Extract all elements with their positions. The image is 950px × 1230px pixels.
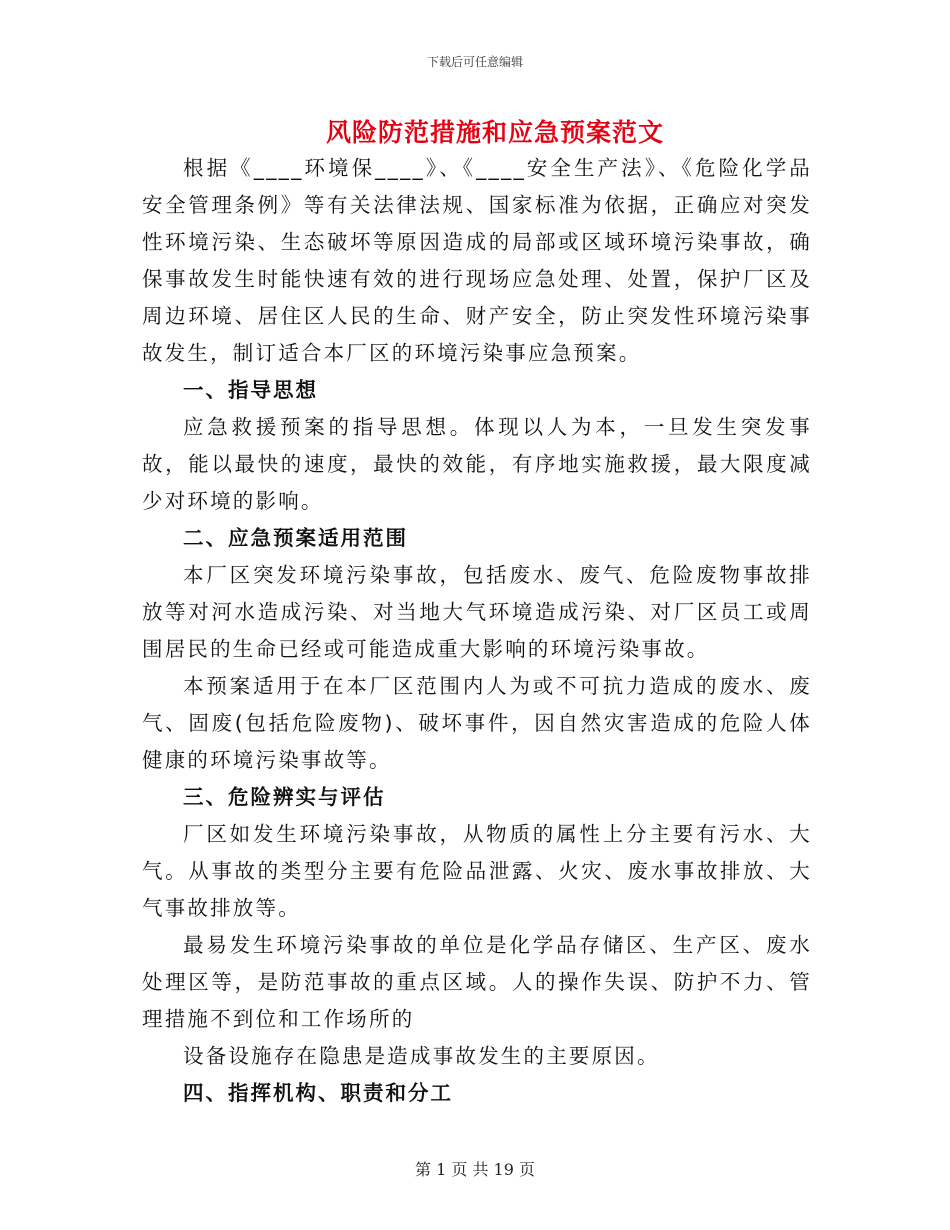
section-paragraph: 本厂区突发环境污染事故，包括废水、废气、危险废物事故排放等对河水造成污染、对当地大气环境造成污染、对厂区员工或周围居民的生命已经或可能造成重大影响的环境污染事故。 <box>142 563 812 661</box>
page-number: 第 1 页 共 19 页 <box>415 1160 535 1179</box>
section-heading: 二、应急预案适用范围 <box>183 526 408 550</box>
section-paragraph: 厂区如发生环境污染事故，从物质的属性上分主要有污水、大气。从事故的类型分主要有危险品泄露、火灾、废水事故排放、大气事故排放等。 <box>142 822 812 920</box>
section-heading: 四、指挥机构、职责和分工 <box>183 1081 453 1105</box>
section-command-structure <box>142 1075 812 1112</box>
section-heading: 一、指导思想 <box>183 378 318 402</box>
section-scope <box>142 520 812 779</box>
section-paragraph: 应急救援预案的指导思想。体现以人为本，一旦发生突发事故，能以最快的速度，最快的效能，有序地实施救援，最大限度减少对环境的影响。 <box>142 415 812 513</box>
header-note: 下载后可任意编辑 <box>426 55 523 69</box>
section-guiding-ideology <box>142 372 812 520</box>
section-paragraph: 本预案适用于在本厂区范围内人为或不可抗力造成的废水、废气、固废(包括危险废物)、破坏事件，因自然灾害造成的危险人体健康的环境污染事故等。 <box>142 674 812 772</box>
document-title: 风险防范措施和应急预案范文 <box>325 118 664 147</box>
intro-paragraph: 根据《____环境保____》、《____安全生产法》、《危险化学品安全管理条例》等有关法律法规、国家标准为依据，正确应对突发性环境污染、生态破坏等原因造成的局部或区域环境污染事故，确保事故发生时能快速有效的进行现场应急处理、处置，保护厂区及周边环境、居住区人民的生命、财产安全，防止突发性环境污染事故发生，制订适合本厂区的环境污染事应急预案。 <box>142 156 812 365</box>
section-paragraph: 设备设施存在隐患是造成事故发生的主要原因。 <box>183 1044 660 1068</box>
document-body <box>142 150 812 1112</box>
section-heading: 三、危险辨实与评估 <box>183 785 386 809</box>
section-risk-assessment <box>142 779 812 1075</box>
section-paragraph: 最易发生环境污染事故的单位是化学品存储区、生产区、废水处理区等，是防范事故的重点区域。人的操作失误、防护不力、管理措施不到位和工作场所的 <box>142 933 812 1031</box>
